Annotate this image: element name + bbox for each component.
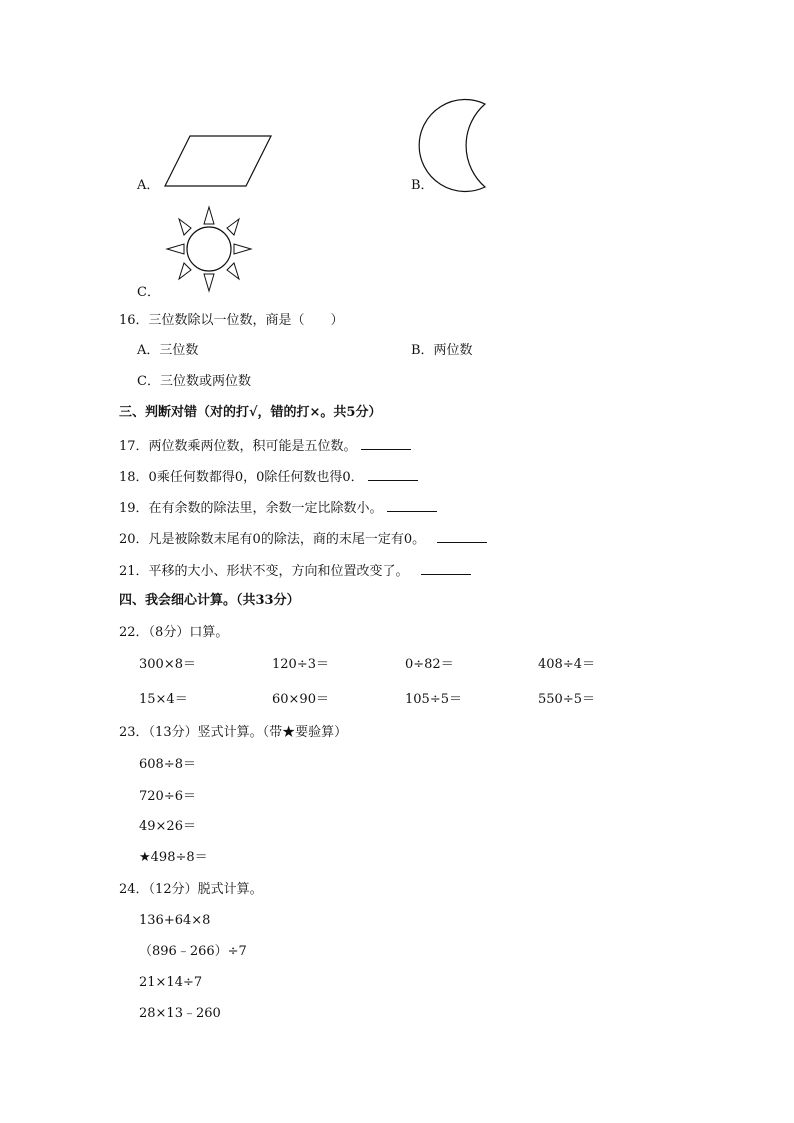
question-24-stem: 24．（12分）脱式计算。 <box>119 882 263 897</box>
answer-blank[interactable] <box>368 468 418 481</box>
vertical-calc-item: 49×26＝ <box>139 819 196 834</box>
option-a-label: A． <box>137 178 160 193</box>
answer-blank[interactable] <box>361 437 411 450</box>
step-calc-item: 136+64×8 <box>139 913 211 928</box>
judge-text: 20．凡是被除数末尾有0的除法，商的末尾一定有0。 <box>119 532 426 547</box>
step-calc-item: 21×14÷7 <box>139 975 203 990</box>
q16-option-a: A．三位数 <box>137 343 199 358</box>
step-calc-item: （896﹣266）÷7 <box>139 944 247 959</box>
step-calc-item: 28×13﹣260 <box>139 1006 221 1021</box>
judge-text: 19．在有余数的除法里，余数一定比除数小。 <box>119 501 383 516</box>
vertical-calc-item: 720÷6＝ <box>139 789 196 804</box>
section-4-title: 四、我会细心计算。（共33分） <box>119 593 300 608</box>
judge-text: 18．0乘任何数都得0，0除任何数也得0． <box>119 470 364 485</box>
mental-math-item: 120÷3＝ <box>272 657 329 672</box>
judge-item-21 <box>119 562 471 580</box>
judge-item-17 <box>119 437 411 455</box>
judge-item-19 <box>119 499 437 517</box>
mental-math-item: 60×90＝ <box>272 692 329 707</box>
judge-text: 21．平移的大小、形状不变，方向和位置改变了。 <box>119 564 409 579</box>
judge-item-20 <box>119 530 487 548</box>
mental-math-item: 0÷82＝ <box>405 657 454 672</box>
mental-math-item: 15×4＝ <box>139 692 188 707</box>
judge-text: 17．两位数乘两位数，积可能是五位数。 <box>119 439 357 454</box>
judge-item-18 <box>119 468 418 486</box>
q16-option-c: C．三位数或两位数 <box>137 374 251 389</box>
mental-math-item: 550÷5＝ <box>538 692 595 707</box>
option-c-label: C． <box>137 285 160 300</box>
question-23-stem: 23．（13分）竖式计算。（带★要验算） <box>119 725 348 740</box>
vertical-calc-item: 608÷8＝ <box>139 757 196 772</box>
answer-blank[interactable] <box>387 499 437 512</box>
mental-math-item: 408÷4＝ <box>538 657 595 672</box>
mental-math-item: 105÷5＝ <box>405 692 462 707</box>
q16-option-b: B．两位数 <box>411 343 473 358</box>
section-3-title: 三、判断对错（对的打√，错的打×。共5分） <box>119 405 382 420</box>
option-b-label: B． <box>411 178 434 193</box>
answer-blank[interactable] <box>421 562 471 575</box>
vertical-calc-item: ★498÷8＝ <box>139 850 208 865</box>
question-22-stem: 22．（8分）口算。 <box>119 625 229 640</box>
question-16-stem: 16．三位数除以一位数，商是（ ） <box>119 313 344 328</box>
mental-math-item: 300×8＝ <box>139 657 196 672</box>
answer-blank[interactable] <box>437 530 487 543</box>
